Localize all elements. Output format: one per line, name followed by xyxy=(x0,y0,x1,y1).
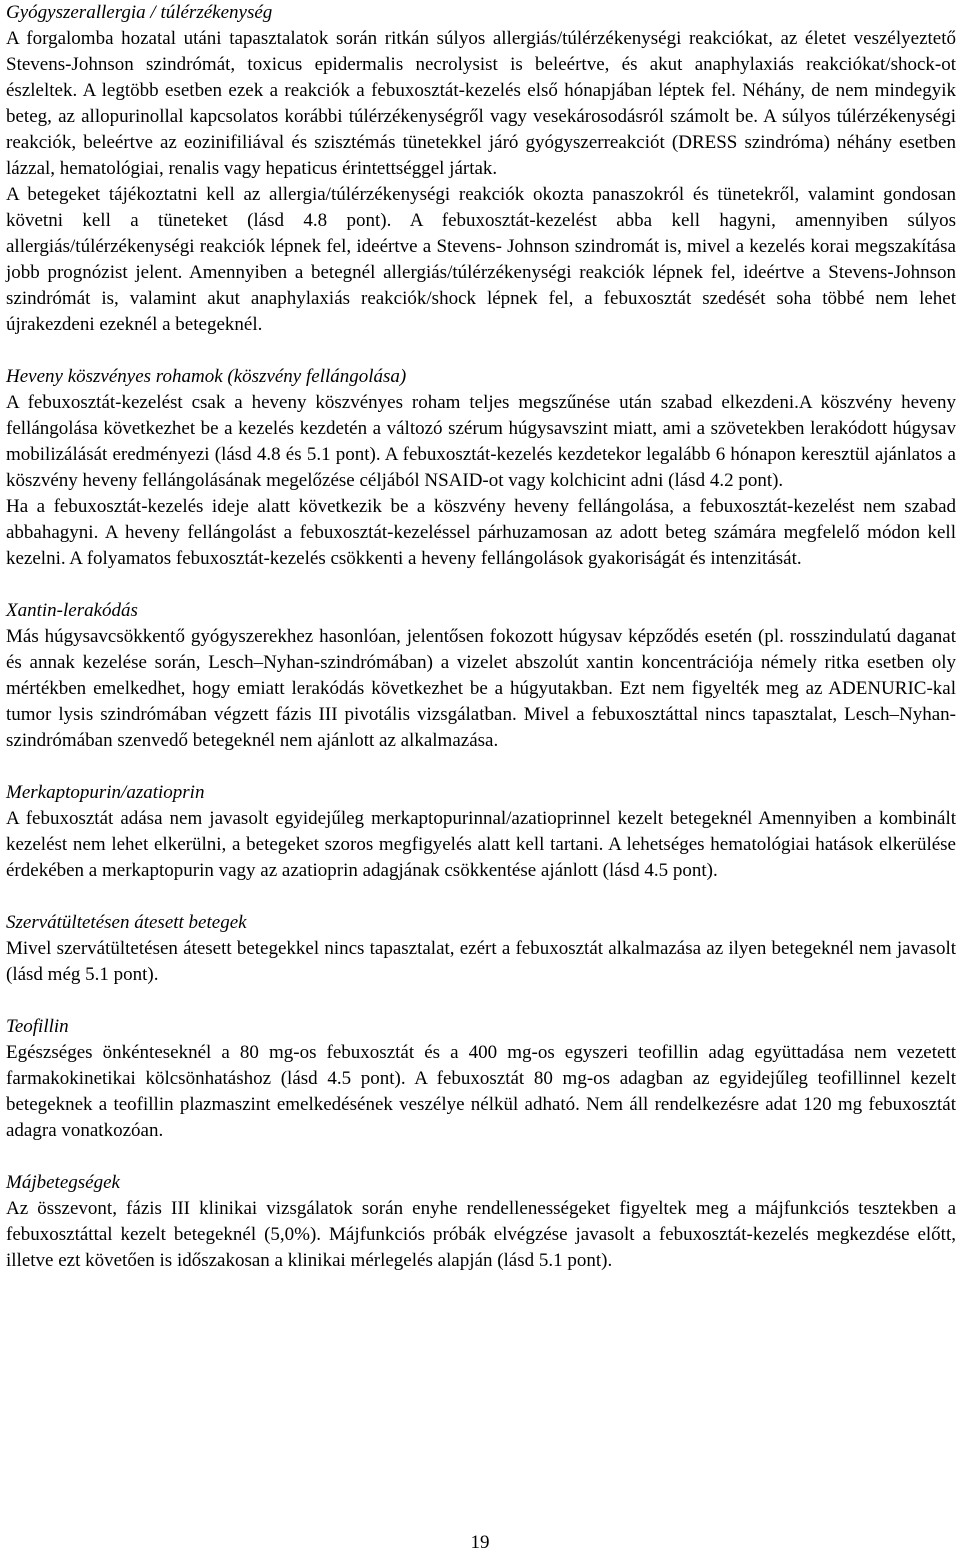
section-paragraph: Ha a febuxosztát-kezelés ideje alatt következik be a köszvény heveny fellángolása, a febuxosztát-kezelést nem szabad abbahagyni. A heveny fellángolást a febuxosztát-kezeléssel párhuzamosan az adott beteg számára megfelelő módon kell kezelni. A folyamatos febuxosztát-kezelés csökkenti a heveny fellángolások gyakoriságát és intenzitását. xyxy=(6,496,956,569)
section-title: Heveny köszvényes rohamok (köszvény fellángolása) xyxy=(6,366,407,387)
spacer xyxy=(6,1144,956,1170)
section-paragraph: Más húgysavcsökkentő gyógyszerekhez hasonlóan, jelentősen fokozott húgysav képződés esetén (pl. rosszindulatú daganat és annak kezelése során, Lesch–Nyhan-szindrómában) a vizelet abszolút xantin koncentrációja némely ritka esetben oly mértékben emelkedhet, hogy emiatt lerakódás következhet be a húgyutakban. Ezt nem figyelték meg az ADENURIC-kal tumor lysis szindrómában végzett fázis III pivotális vizsgálatban. Mivel a febuxosztáttal nincs tapasztalat, Lesch–Nyhan-szindrómában szenvedő betegeknél nem ajánlott az alkalmazása. xyxy=(6,626,956,751)
section-paragraph: Az összevont, fázis III klinikai vizsgálatok során enyhe rendellenességeket figyeltek meg a májfunkciós tesztekben a febuxosztáttal kezelt betegeknél (5,0%). Májfunkciós próbák elvégzése javasolt a febuxosztát-kezelés megkezdése előtt, illetve ezt követően is időszakosan a klinikai mérlegelés alapján (lásd 5.1 pont). xyxy=(6,1198,956,1271)
page-number: 19 xyxy=(470,1532,490,1553)
section-paragraph: Egészséges önkénteseknél a 80 mg-os febuxosztát és a 400 mg-os egyszeri teofillin adag együttadása nem vezetett farmakokinetikai kölcsönhatáshoz (lásd 4.5 pont). A febuxosztát 80 mg-os adagban az egyidejűleg teofillinnel kezelt betegeknek a teofillin plazmaszint emelkedésének veszélye nélkül adható. Nem áll rendelkezésre adat 120 mg febuxosztát adagra vonatkozóan. xyxy=(6,1042,956,1141)
section-paragraph: A febuxosztát-kezelést csak a heveny köszvényes roham teljes megszűnése után szabad elkezdeni.A köszvény heveny fellángolása következhet be a kezelés kezdetén a változó szérum húgysavszint miatt, ami a szövetekben lerakódott húgysav mobilizálását eredményezi (lásd 4.8 és 5.1 pont). A febuxosztát-kezelés kezdetekor legalább 6 hónapon keresztül ajánlatos a köszvény heveny fellángolásának megelőzése céljából NSAID-ot vagy kolchicint adni (lásd 4.2 pont). xyxy=(6,392,956,491)
section-merkaptopurin xyxy=(6,780,956,884)
spacer xyxy=(6,884,956,910)
spacer xyxy=(6,338,956,364)
section-title: Merkaptopurin/azatioprin xyxy=(6,782,205,803)
section-paragraph: A betegeket tájékoztatni kell az allergia/túlérzékenységi reakciók okozta panaszokról és tünetekről, valamint gondosan követni kell a tüneteket (lásd 4.8 pont). A febuxosztát-kezelést abba kell hagyni, amennyiben súlyos allergiás/túlérzékenységi reakciók lépnek fel, ideértve a Stevens- Johnson szindromát is, mivel a kezelés korai megszakítása jobb prognózist jelent. Amennyiben a betegnél allergiás/túlérzékenységi reakciók lépnek fel, ideértve a Stevens-Johnson szindrómát is, valamint akut anaphylaxiás reakciók/shock lépnek fel, a febuxosztát szedését soha többé nem lehet újrakezdeni ezeknél a betegeknél. xyxy=(6,184,956,335)
spacer xyxy=(6,572,956,598)
section-title: Májbetegségek xyxy=(6,1172,120,1193)
section-xantin-lerakodas xyxy=(6,598,956,754)
section-szervatultetes xyxy=(6,910,956,988)
section-title: Teofillin xyxy=(6,1016,69,1037)
section-gyogyszerallergia xyxy=(6,0,956,338)
section-paragraph: A febuxosztát adása nem javasolt egyidejűleg merkaptopurinnal/azatioprinnel kezelt betegeknél Amennyiben a kombinált kezelést nem lehet elkerülni, a betegeket szoros megfigyelés alatt kell tartani. A lehetséges hematológiai hatások elkerülése érdekében a merkaptopurin vagy az azatioprin adagjának csökkentése ajánlott (lásd 4.5 pont). xyxy=(6,808,956,881)
section-title: Xantin-lerakódás xyxy=(6,600,138,621)
section-paragraph: A forgalomba hozatal utáni tapasztalatok során ritkán súlyos allergiás/túlérzékenységi reakciókat, az életet veszélyeztető Stevens-Johnson szindrómát, toxicus epidermalis necrolysist is beleértve, és akut anaphylaxiás reakciókat/shock-ot észleltek. A legtöbb esetben ezek a reakciók a febuxosztát-kezelés első hónapjában léptek fel. Néhány, de nem mindegyik beteg, az allopurinollal kapcsolatos korábbi túlérzékenységről vagy vesekárosodásról számolt be. A súlyos túlérzékenységi reakciók, beleértve az eozinifiliával és szisztémás tünetekkel járó gyógyszerreakciót (DRESS szindróma) néhány esetben lázzal, hematológiai, renalis vagy hepaticus érintettséggel jártak. xyxy=(6,28,956,179)
spacer xyxy=(6,988,956,1014)
section-teofillin xyxy=(6,1014,956,1144)
spacer xyxy=(6,754,956,780)
section-heveny-koszvenyes-rohamok xyxy=(6,364,956,572)
section-majbetegsegek xyxy=(6,1170,956,1274)
section-title: Szervátültetésen átesett betegek xyxy=(6,912,247,933)
document-page xyxy=(6,0,956,1274)
section-title: Gyógyszerallergia / túlérzékenység xyxy=(6,2,273,23)
section-paragraph: Mivel szervátültetésen átesett betegekkel nincs tapasztalat, ezért a febuxosztát alkalmazása az ilyen betegeknél nem javasolt (lásd még 5.1 pont). xyxy=(6,938,956,985)
